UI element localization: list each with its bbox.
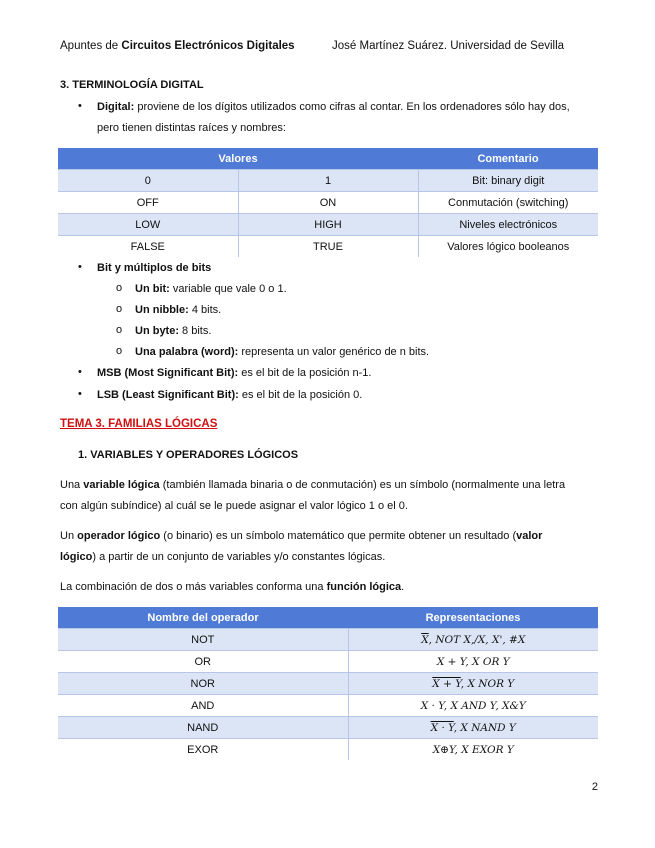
table-cell: ON bbox=[238, 192, 418, 214]
subsection-heading: 1. VARIABLES Y OPERADORES LÓGICOS bbox=[78, 449, 299, 461]
bits-item: Un nibble: 4 bits. bbox=[135, 304, 222, 316]
header-left: Apuntes de Circuitos Electrónicos Digitales bbox=[60, 40, 295, 52]
table-row bbox=[58, 739, 598, 761]
table-row bbox=[58, 170, 598, 192]
sub-bullet-icon: o bbox=[116, 282, 123, 294]
column-header: Valores bbox=[58, 148, 418, 170]
table-cell: Conmutación (switching) bbox=[418, 192, 598, 214]
bits-item: Un bit: variable que vale 0 o 1. bbox=[135, 283, 287, 295]
table-cell: HIGH bbox=[238, 214, 418, 236]
column-header: Nombre del operador bbox=[58, 607, 348, 629]
bullet-icon: • bbox=[78, 366, 82, 378]
column-header: Representaciones bbox=[348, 607, 598, 629]
operator-representation: X + Y, X NOR Y bbox=[348, 673, 598, 695]
table-cell: Valores lógico booleanos bbox=[418, 236, 598, 258]
operator-representation: X⊕Y, X EXOR Y bbox=[348, 739, 598, 761]
operators-table bbox=[58, 607, 598, 760]
msb-line: MSB (Most Significant Bit): es el bit de la posición n-1. bbox=[97, 367, 372, 379]
column-header: Comentario bbox=[418, 148, 598, 170]
operator-name: NAND bbox=[58, 717, 348, 739]
sub-bullet-icon: o bbox=[116, 303, 123, 315]
table-row bbox=[58, 695, 598, 717]
operator-representation: $\overline{X}$, NOT X,/X, X', #X bbox=[348, 629, 598, 651]
operator-name: AND bbox=[58, 695, 348, 717]
bullet-icon: • bbox=[78, 388, 82, 400]
paragraph-2-line2: lógico) a partir de un conjunto de variables y/o constantes lógicas. bbox=[60, 551, 386, 563]
table-cell: LOW bbox=[58, 214, 238, 236]
header-right: José Martínez Suárez. Universidad de Sevilla bbox=[332, 40, 565, 52]
digital-line2: pero tienen distintas raíces y nombres: bbox=[97, 122, 286, 134]
table-cell: Bit: binary digit bbox=[418, 170, 598, 192]
paragraph-2-line1: Un operador lógico (o binario) es un símbolo matemático que permite obtener un resultado (valor bbox=[60, 530, 543, 542]
operator-name: NOT bbox=[58, 629, 348, 651]
operator-representation: X + Y, X OR Y bbox=[348, 651, 598, 673]
table-row bbox=[58, 192, 598, 214]
table-row bbox=[58, 629, 598, 651]
operator-representation: X · Y, X NAND Y bbox=[348, 717, 598, 739]
table-row bbox=[58, 236, 598, 258]
table-cell: Niveles electrónicos bbox=[418, 214, 598, 236]
table-row bbox=[58, 673, 598, 695]
bits-item: Una palabra (word): representa un valor genérico de n bits. bbox=[135, 346, 430, 358]
table-cell: TRUE bbox=[238, 236, 418, 258]
operator-representation: X · Y, X AND Y, X&Y bbox=[348, 695, 598, 717]
digital-line1: Digital: proviene de los dígitos utilizados como cifras al contar. En los ordenadores sólo hay dos, bbox=[97, 101, 570, 113]
bullet-icon: • bbox=[78, 261, 82, 273]
lsb-line: LSB (Least Significant Bit): es el bit de la posición 0. bbox=[97, 389, 363, 401]
operator-name: OR bbox=[58, 651, 348, 673]
table-row bbox=[58, 651, 598, 673]
table-row bbox=[58, 717, 598, 739]
sub-bullet-icon: o bbox=[116, 324, 123, 336]
paragraph-1-line1: Una variable lógica (también llamada binaria o de conmutación) es un símbolo (normalmente una letra bbox=[60, 479, 566, 491]
bits-item: Un byte: 8 bits. bbox=[135, 325, 212, 337]
table-cell: FALSE bbox=[58, 236, 238, 258]
table-cell: OFF bbox=[58, 192, 238, 214]
bullet-icon: • bbox=[78, 100, 82, 112]
page-number: 2 bbox=[591, 781, 598, 793]
chapter-title: TEMA 3. FAMILIAS LÓGICAS bbox=[60, 418, 218, 430]
table-cell: 0 bbox=[58, 170, 238, 192]
section-heading: 3. TERMINOLOGÍA DIGITAL bbox=[60, 79, 204, 91]
bits-title: Bit y múltiplos de bits bbox=[97, 262, 212, 274]
paragraph-1-line2: con algún subíndice) al cuál se le puede asignar el valor lógico 1 o el 0. bbox=[60, 500, 408, 512]
table-row bbox=[58, 214, 598, 236]
operator-name: EXOR bbox=[58, 739, 348, 761]
operator-name: NOR bbox=[58, 673, 348, 695]
sub-bullet-icon: o bbox=[116, 345, 123, 357]
paragraph-3: La combinación de dos o más variables conforma una función lógica. bbox=[60, 581, 405, 593]
table-cell: 1 bbox=[238, 170, 418, 192]
values-table bbox=[58, 148, 598, 257]
